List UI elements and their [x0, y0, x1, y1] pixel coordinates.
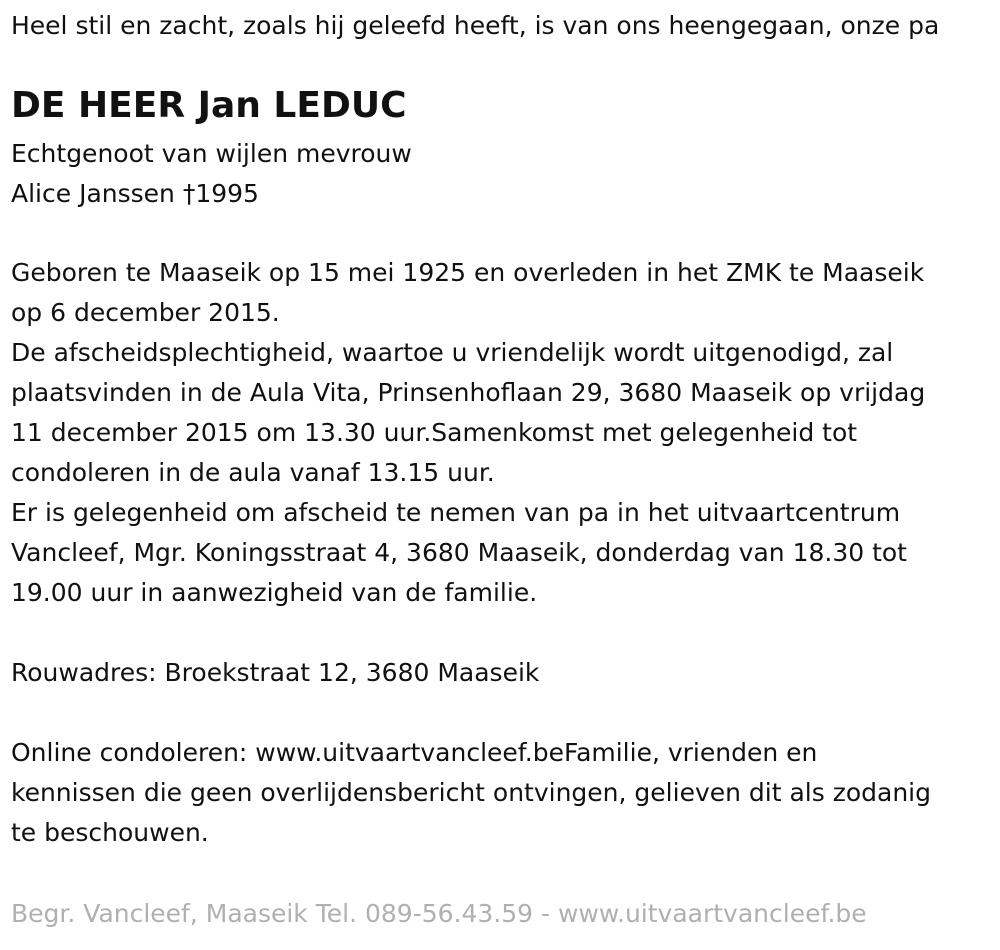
details-line: 19.00 uur in aanwezigheid van de familie.: [11, 578, 538, 607]
intro-text: Heel stil en zacht, zoals hij geleefd heeft, is van ons heengegaan, onze pa: [11, 11, 940, 40]
details-line: Geboren te Maaseik op 15 mei 1925 en overleden in het ZMK te Maaseik: [11, 258, 925, 287]
online-line: kennissen die geen overlijdensbericht ontvingen, gelieven dit als zodanig: [11, 778, 931, 807]
details-line: De afscheidsplechtigheid, waartoe u vriendelijk wordt uitgenodigd, zal: [11, 338, 894, 367]
online-condolence-block: [11, 733, 986, 853]
details-block: [11, 253, 986, 613]
spouse-death-year: 1995: [195, 179, 259, 208]
online-line: Online condoleren: www.uitvaartvancleef.beFamilie, vrienden en: [11, 738, 818, 767]
online-line: te beschouwen.: [11, 818, 209, 847]
footer-contact: Begr. Vancleef, Maaseik Tel. 089-56.43.59 - www.uitvaartvancleef.be: [11, 899, 867, 928]
spouse-line-1: Echtgenoot van wijlen mevrouw: [11, 139, 412, 168]
details-line: 11 december 2015 om 13.30 uur.Samenkomst met gelegenheid tot: [11, 418, 858, 447]
details-line: Er is gelegenheid om afscheid te nemen van pa in het uitvaartcentrum: [11, 498, 901, 527]
mourning-address-text: Rouwadres: Broekstraat 12, 3680 Maaseik: [11, 658, 540, 687]
details-line: op 6 december 2015.: [11, 298, 280, 327]
details-line: plaatsvinden in de Aula Vita, Prinsenhoflaan 29, 3680 Maaseik op vrijdag: [11, 378, 926, 407]
cross-icon: †: [182, 179, 196, 208]
deceased-name: DE HEER Jan LEDUC: [11, 85, 407, 126]
spouse-info: [11, 134, 986, 214]
details-line: Vancleef, Mgr. Koningsstraat 4, 3680 Maaseik, donderdag van 18.30 tot: [11, 538, 907, 567]
spouse-line-2: [11, 174, 986, 214]
spouse-name: Alice Janssen: [11, 179, 183, 208]
mourning-address: [11, 653, 986, 693]
details-line: condoleren in de aula vanaf 13.15 uur.: [11, 458, 495, 487]
